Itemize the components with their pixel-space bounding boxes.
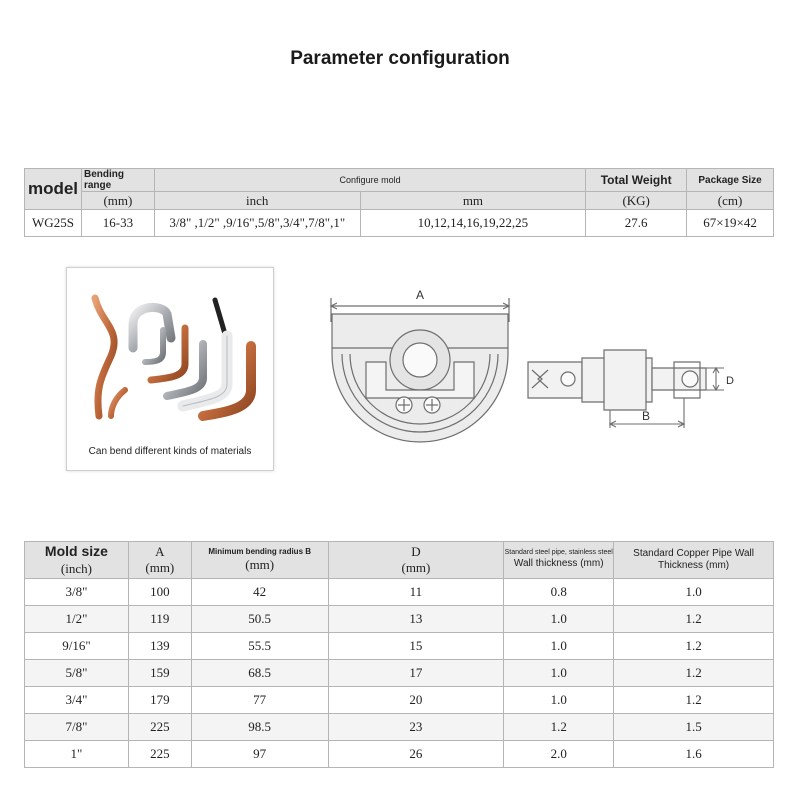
- cell-steel-wall: 1.0: [504, 606, 614, 633]
- spec-header-bending-range: Bending range: [81, 169, 154, 192]
- dimension-d-label: D: [726, 375, 734, 387]
- cell-a: 225: [128, 714, 191, 741]
- mold-front-view-diagram: [326, 282, 516, 468]
- spec-table: [24, 168, 774, 237]
- cell-copper-wall: 1.2: [614, 633, 774, 660]
- dimension-b-label: B: [641, 409, 651, 423]
- page-title: Parameter configuration: [290, 48, 510, 69]
- cell-steel-wall: 0.8: [504, 579, 614, 606]
- spec-header-package-size: Package Size: [687, 169, 774, 192]
- spec-cell-model: WG25S: [25, 210, 82, 237]
- cell-copper-wall: 1.0: [614, 579, 774, 606]
- cell-mold-size: 3/4": [25, 687, 129, 714]
- mold-header-steel-label: Standard steel pipe, stainless steel: [504, 549, 613, 557]
- cell-d: 13: [328, 606, 504, 633]
- cell-d: 23: [328, 714, 504, 741]
- mold-header-d-label: D: [411, 543, 421, 559]
- mold-header-size-unit: (inch): [60, 560, 92, 576]
- cell-a: 119: [128, 606, 191, 633]
- spec-header-total-weight: Total Weight: [586, 169, 687, 192]
- cell-b: 97: [191, 741, 328, 768]
- cell-a: 100: [128, 579, 191, 606]
- cell-b: 77: [191, 687, 328, 714]
- spec-header-mm: mm: [360, 192, 586, 210]
- mold-header-b-label: Minimum bending radius B: [208, 546, 312, 556]
- cell-d: 15: [328, 633, 504, 660]
- bent-pipes-image: [67, 268, 273, 438]
- spec-header-package-size-unit: (cm): [687, 192, 774, 210]
- spec-cell-package-size: 67×19×42: [687, 210, 774, 237]
- dimension-a-label: A: [415, 288, 425, 302]
- table-row: [25, 687, 774, 714]
- table-row: [25, 633, 774, 660]
- cell-steel-wall: 1.0: [504, 633, 614, 660]
- cell-copper-wall: 1.2: [614, 687, 774, 714]
- cell-d: 11: [328, 579, 504, 606]
- mold-header-a: [128, 542, 191, 579]
- cell-mold-size: 5/8": [25, 660, 129, 687]
- spec-cell-total-weight: 27.6: [586, 210, 687, 237]
- mold-size-table: [24, 541, 774, 768]
- cell-d: 17: [328, 660, 504, 687]
- mold-header-size: [25, 542, 129, 579]
- spec-header-total-weight-unit: (KG): [586, 192, 687, 210]
- cell-copper-wall: 1.5: [614, 714, 774, 741]
- cell-a: 225: [128, 741, 191, 768]
- mold-header-d: [328, 542, 504, 579]
- table-row: [25, 714, 774, 741]
- cell-d: 20: [328, 687, 504, 714]
- spec-header-inch: inch: [154, 192, 360, 210]
- mold-header-copper: [614, 542, 774, 579]
- cell-mold-size: 1": [25, 741, 129, 768]
- mold-header-d-unit: (mm): [401, 560, 431, 575]
- table-row: [25, 606, 774, 633]
- cell-mold-size: 3/8": [25, 579, 129, 606]
- cell-copper-wall: 1.2: [614, 606, 774, 633]
- cell-a: 139: [128, 633, 191, 660]
- table-row: [25, 741, 774, 768]
- photo-caption: Can bend different kinds of materials: [88, 446, 252, 457]
- spec-header-configure-mold: Configure mold: [154, 169, 585, 192]
- cell-a: 159: [128, 660, 191, 687]
- cell-steel-wall: 2.0: [504, 741, 614, 768]
- mold-header-steel-sub: Wall thickness (mm): [513, 558, 604, 570]
- cell-b: 68.5: [191, 660, 328, 687]
- mold-header-steel: [504, 542, 614, 579]
- spec-header-model: model: [25, 169, 82, 210]
- cell-a: 179: [128, 687, 191, 714]
- mold-header-a-label: A: [155, 543, 165, 559]
- cell-b: 42: [191, 579, 328, 606]
- cell-d: 26: [328, 741, 504, 768]
- cell-b: 98.5: [191, 714, 328, 741]
- cell-b: 55.5: [191, 633, 328, 660]
- mold-header-b-unit: (mm): [245, 556, 275, 572]
- spec-cell-bending-range: 16-33: [81, 210, 154, 237]
- mold-header-size-label: Mold size: [44, 543, 108, 560]
- table-row: [25, 579, 774, 606]
- cell-mold-size: 1/2": [25, 606, 129, 633]
- cell-steel-wall: 1.2: [504, 714, 614, 741]
- spec-cell-inch: 3/8" ,1/2" ,9/16",5/8",3/4",7/8",1": [154, 210, 360, 237]
- mold-header-copper-label: Standard Copper Pipe Wall Thickness (mm): [633, 547, 754, 571]
- cell-steel-wall: 1.0: [504, 687, 614, 714]
- spec-header-bending-range-unit: (mm): [81, 192, 154, 210]
- cell-b: 50.5: [191, 606, 328, 633]
- table-row: [25, 660, 774, 687]
- cell-mold-size: 7/8": [25, 714, 129, 741]
- mold-header-a-unit: (mm): [145, 560, 175, 575]
- bent-pipes-photo: [66, 267, 274, 471]
- cell-copper-wall: 1.2: [614, 660, 774, 687]
- mold-header-b: [191, 542, 328, 579]
- spec-cell-mm: 10,12,14,16,19,22,25: [360, 210, 586, 237]
- cell-mold-size: 9/16": [25, 633, 129, 660]
- mold-side-view-diagram: [524, 344, 734, 432]
- cell-copper-wall: 1.6: [614, 741, 774, 768]
- cell-steel-wall: 1.0: [504, 660, 614, 687]
